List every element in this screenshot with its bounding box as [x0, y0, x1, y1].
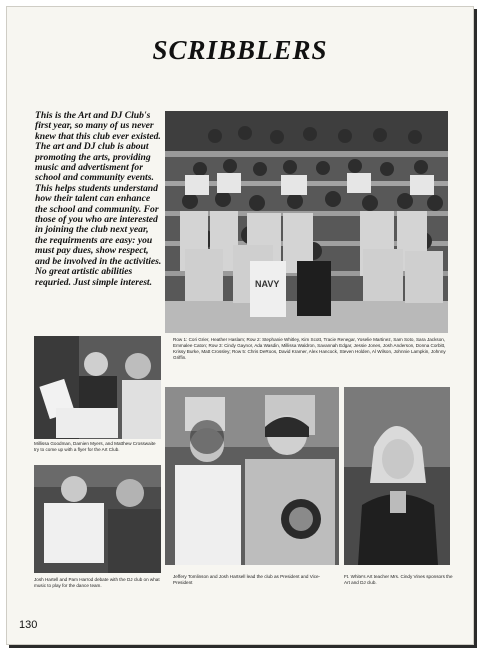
- officers-photo-image: [165, 387, 339, 565]
- dj-photo-caption: Josh Hartell and Pam Harrod debate with the DJ club on what music to play for the dance team.: [34, 577, 160, 588]
- flyer-photo: [34, 336, 161, 439]
- yearbook-page: [6, 6, 474, 645]
- group-photo-image: [165, 111, 448, 333]
- navy-shirt-text: NAVY: [255, 279, 280, 289]
- group-photo: [165, 111, 448, 333]
- officers-photo-caption: Jeffery Tomlinson and Josh Hartsell lead the club as President and Vice-President: [173, 574, 321, 585]
- page-number: 130: [19, 619, 38, 631]
- sponsor-photo: [344, 387, 450, 565]
- dj-photo-image: [34, 465, 161, 573]
- page-title: SCRIBBLERS: [152, 35, 328, 65]
- dj-photo: [34, 465, 161, 573]
- officers-photo: [165, 387, 339, 565]
- flyer-photo-caption: Millissa Goodman, Damien Myers, and Matthew Crosswaite try to come up with a flyer for the Art Club.: [34, 441, 156, 452]
- sponsor-photo-image: [344, 387, 450, 565]
- club-description: This is the Art and DJ Club's first year, so many of us never knew that this club ever existed. The art and DJ club is about promoting the arts, providing music and advertisment for school and community events. This helps students understand how their talent can enhance the school and community. For those of you who are interested in joining the club next year, the requirments are easy: you must pay dues, show respect, and be involved in the activities. No great artistic abilities requried. Just simple interest.: [35, 110, 162, 288]
- group-photo-caption: Row 1: Cori Grier, Heather Haslam; Row 2: Stephanie Whitley, Kim Scott, Tracie Renegar, Yoselie Martinez, Sam Soto, Sara Jackson, Emmalee Caton; Row 3: Cindy Gaynor, Ada Wasdin, Millissa Waldron, Savannah Edgar, Jessie Jones, Josh Anderson, Donna Corbitt, Krissy Burke, Matt Crossley; Row 5: Chris DeRoos, David Kramer, Alex Hancock, Steven Holden, Al Wilson, Johnnie Lampkin, Johnny Griffin.: [173, 337, 446, 360]
- sponsor-photo-caption: Ft. White's Art teacher Mrs. Cindy Vines sponsors the Art and DJ club.: [344, 574, 453, 585]
- flyer-photo-image: [34, 336, 161, 439]
